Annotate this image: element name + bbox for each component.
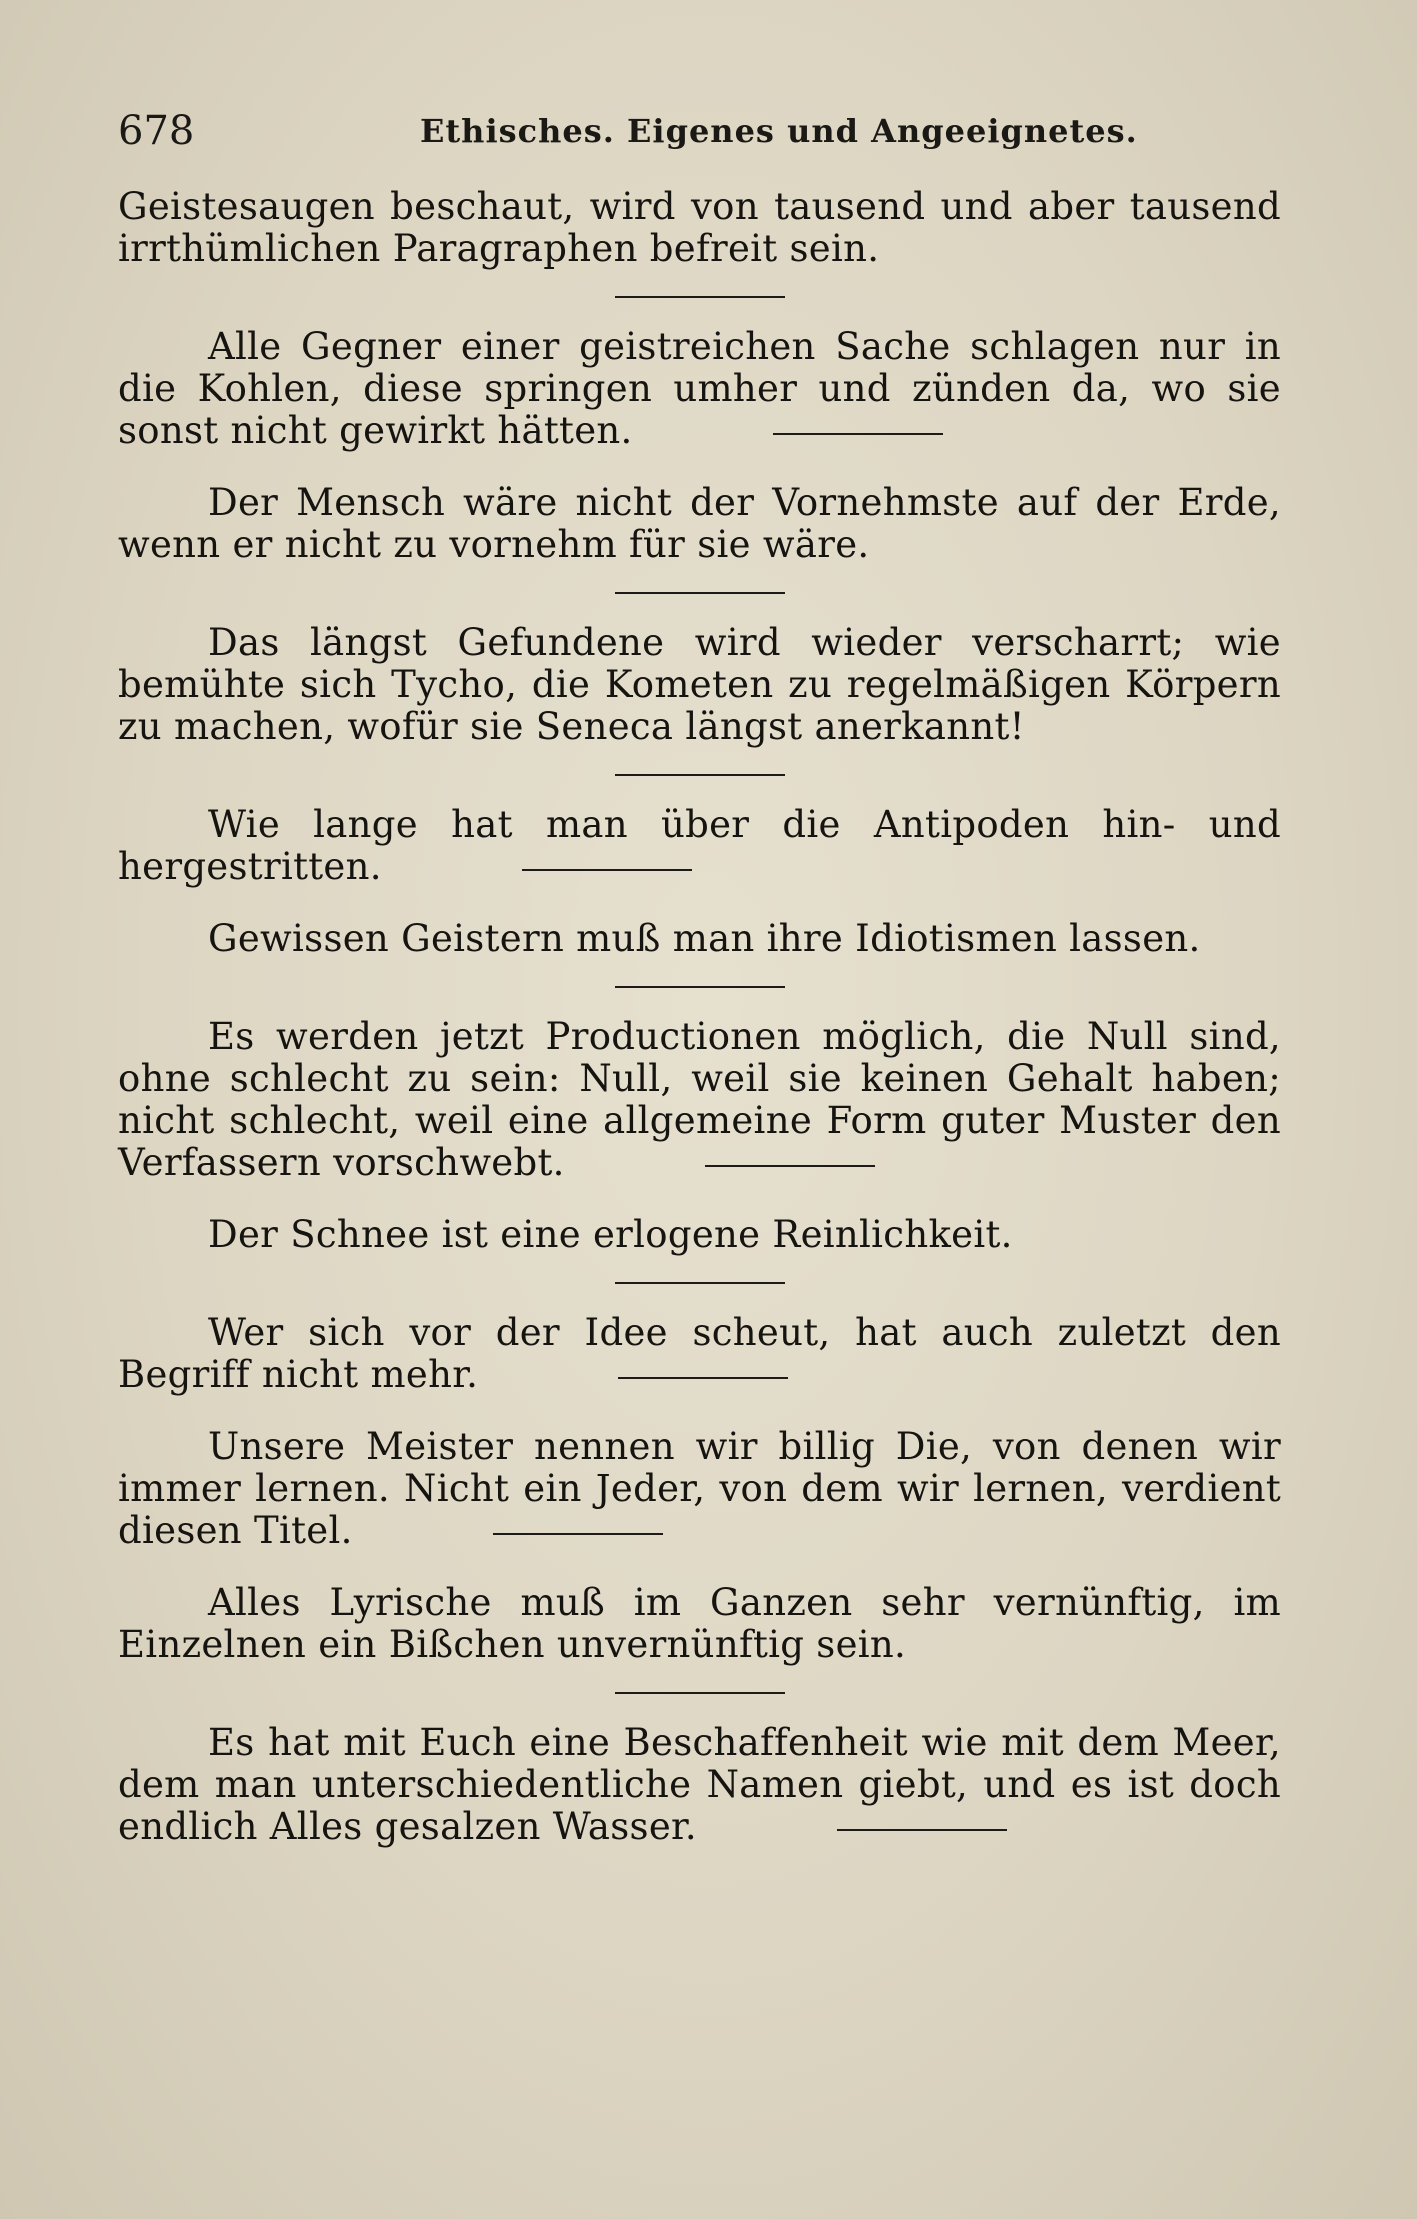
spacer [118, 1396, 1281, 1426]
paragraph-10 [118, 1426, 1281, 1552]
paragraph-7 [118, 1016, 1281, 1184]
spacer [118, 1552, 1281, 1582]
paragraph-12-text: Es hat mit Euch eine Beschaffenheit wie mit dem Meer, dem man unterschiedentliche Namen giebt, und es ist doch endlich Alles gesalzen Wasser. [118, 1721, 1281, 1848]
spacer [118, 888, 1281, 918]
paragraph-2-text: Alle Gegner einer geistreichen Sache schlagen nur in die Kohlen, diese springen umher und zünden da, wo sie sonst nicht gewirkt hätten. [118, 325, 1281, 452]
paragraph-9 [118, 1312, 1281, 1396]
separator-rule [493, 1533, 663, 1535]
spacer [118, 1184, 1281, 1214]
separator-rule [705, 1165, 875, 1167]
paragraph-6: Gewissen Geistern muß man ihre Idiotismen lassen. [208, 917, 1201, 960]
paragraph-11: Alles Lyrische muß im Ganzen sehr vernünftig, im Einzelnen ein Bißchen unvernünftig sein. [118, 1581, 1281, 1666]
separator-rule [615, 1282, 785, 1284]
separator-rule [615, 1692, 785, 1694]
paragraph-1: Geistesaugen beschaut, wird von tausend und aber tausend irrthümlichen Paragraphen befreit sein. [118, 185, 1281, 270]
paragraph-7-text: Es werden jetzt Productionen möglich, die Null sind, ohne schlecht zu sein: Null, weil sie keinen Gehalt haben; nicht schlecht, weil eine allgemeine Form guter Muster den Verfassern vorschwebt. [118, 1015, 1281, 1184]
separator-rule [618, 1377, 788, 1379]
separator-rule [615, 986, 785, 988]
paragraph-12 [118, 1722, 1281, 1848]
paragraph-9-text: Wer sich vor der Idee scheut, hat auch zuletzt den Begriff nicht mehr. [118, 1311, 1281, 1396]
paragraph-5 [118, 804, 1281, 888]
separator-rule [615, 592, 785, 594]
paragraph-10-text: Unsere Meister nennen wir billig Die, von denen wir immer lernen. Nicht ein Jeder, von dem wir lernen, verdient diesen Titel. [118, 1425, 1281, 1552]
separator-rule [522, 869, 692, 871]
page-number: 678 [118, 108, 195, 154]
spacer [118, 452, 1281, 482]
page-header [118, 108, 1277, 158]
paragraph-3: Der Mensch wäre nicht der Vornehmste auf der Erde, wenn er nicht zu vornehm für sie wäre. [118, 481, 1281, 566]
paragraph-8: Der Schnee ist eine erlogene Reinlichkeit. [208, 1213, 1013, 1256]
separator-rule [615, 774, 785, 776]
paragraph-2 [118, 326, 1281, 452]
running-title: Ethisches. Eigenes und Angeeignetes. [420, 112, 1138, 150]
page-body [118, 186, 1281, 1848]
separator-rule [615, 296, 785, 298]
separator-rule [837, 1829, 1007, 1831]
separator-rule [773, 433, 943, 435]
paragraph-5-text: Wie lange hat man über die Antipoden hin- und hergestritten. [118, 803, 1281, 888]
paragraph-4: Das längst Gefundene wird wieder verscharrt; wie bemühte sich Tycho, die Kometen zu regelmäßigen Körpern zu machen, wofür sie Seneca längst anerkannt! [118, 621, 1281, 748]
